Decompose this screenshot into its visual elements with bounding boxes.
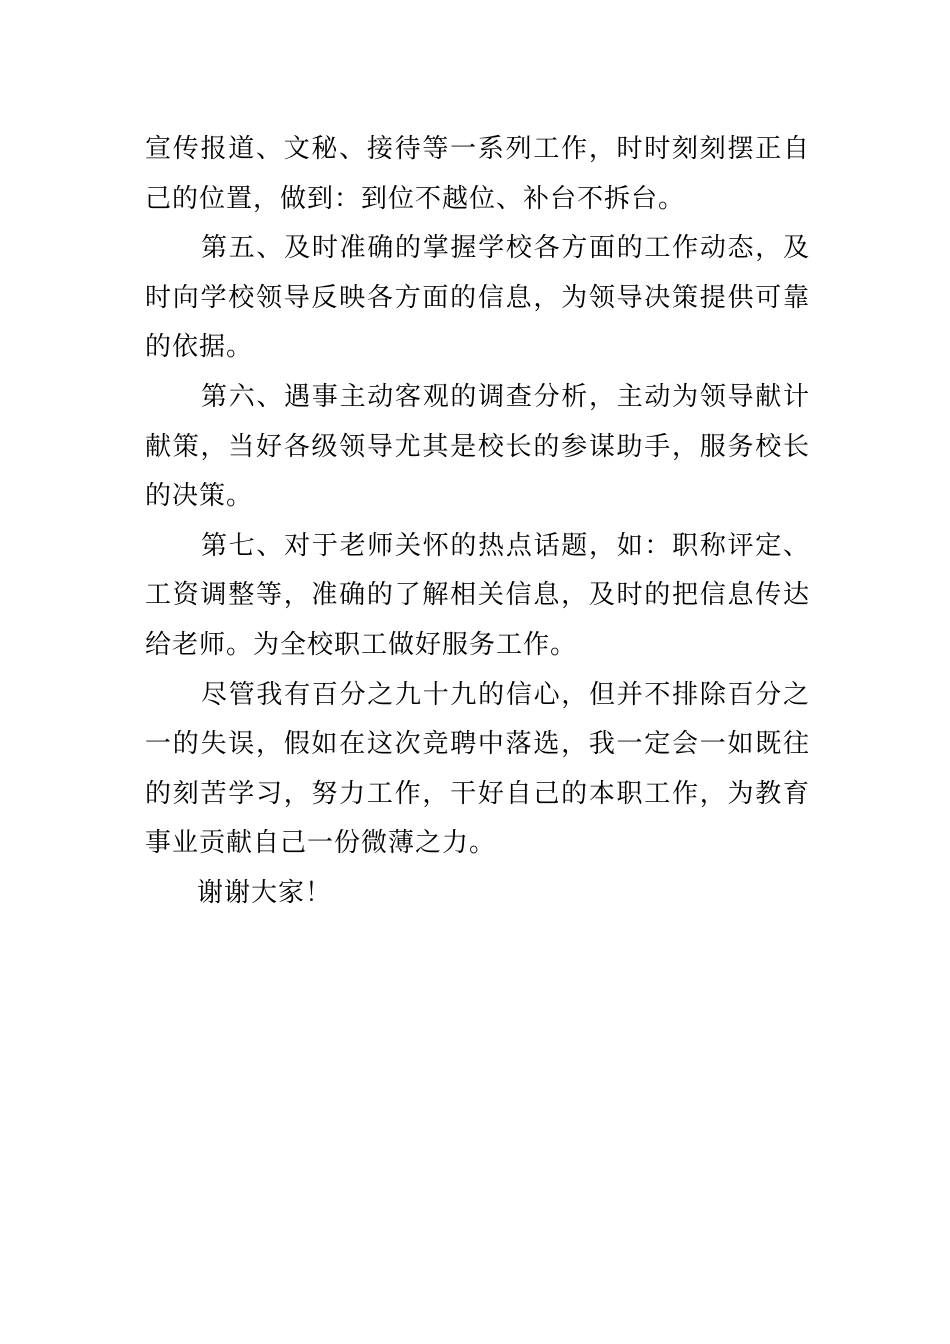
paragraph-continuation: 宣传报道、文秘、接待等一系列工作，时时刻刻摆正自己的位置，做到：到位不越位、补台不拆台。	[145, 134, 810, 214]
closing-thanks: 谢谢大家！	[197, 877, 333, 908]
paragraph-point-five: 第五、及时准确的掌握学校各方面的工作动态，及时向学校领导反映各方面的信息，为领导决策提供可靠的依据。	[145, 233, 810, 363]
document-body	[145, 125, 810, 919]
paragraph-conclusion: 尽管我有百分之九十九的信心，但并不排除百分之一的失误，假如在这次竞聘中落选，我一定会一如既往的刻苦学习，努力工作，干好自己的本职工作，为教育事业贡献自己一份微薄之力。	[145, 679, 810, 859]
paragraph-point-seven: 第七、对于老师关怀的热点话题，如：职称评定、工资调整等，准确的了解相关信息，及时的把信息传达给老师。为全校职工做好服务工作。	[145, 530, 810, 660]
paragraph-point-six: 第六、遇事主动客观的调查分析，主动为领导献计献策，当好各级领导尤其是校长的参谋助手，服务校长的决策。	[145, 381, 810, 512]
